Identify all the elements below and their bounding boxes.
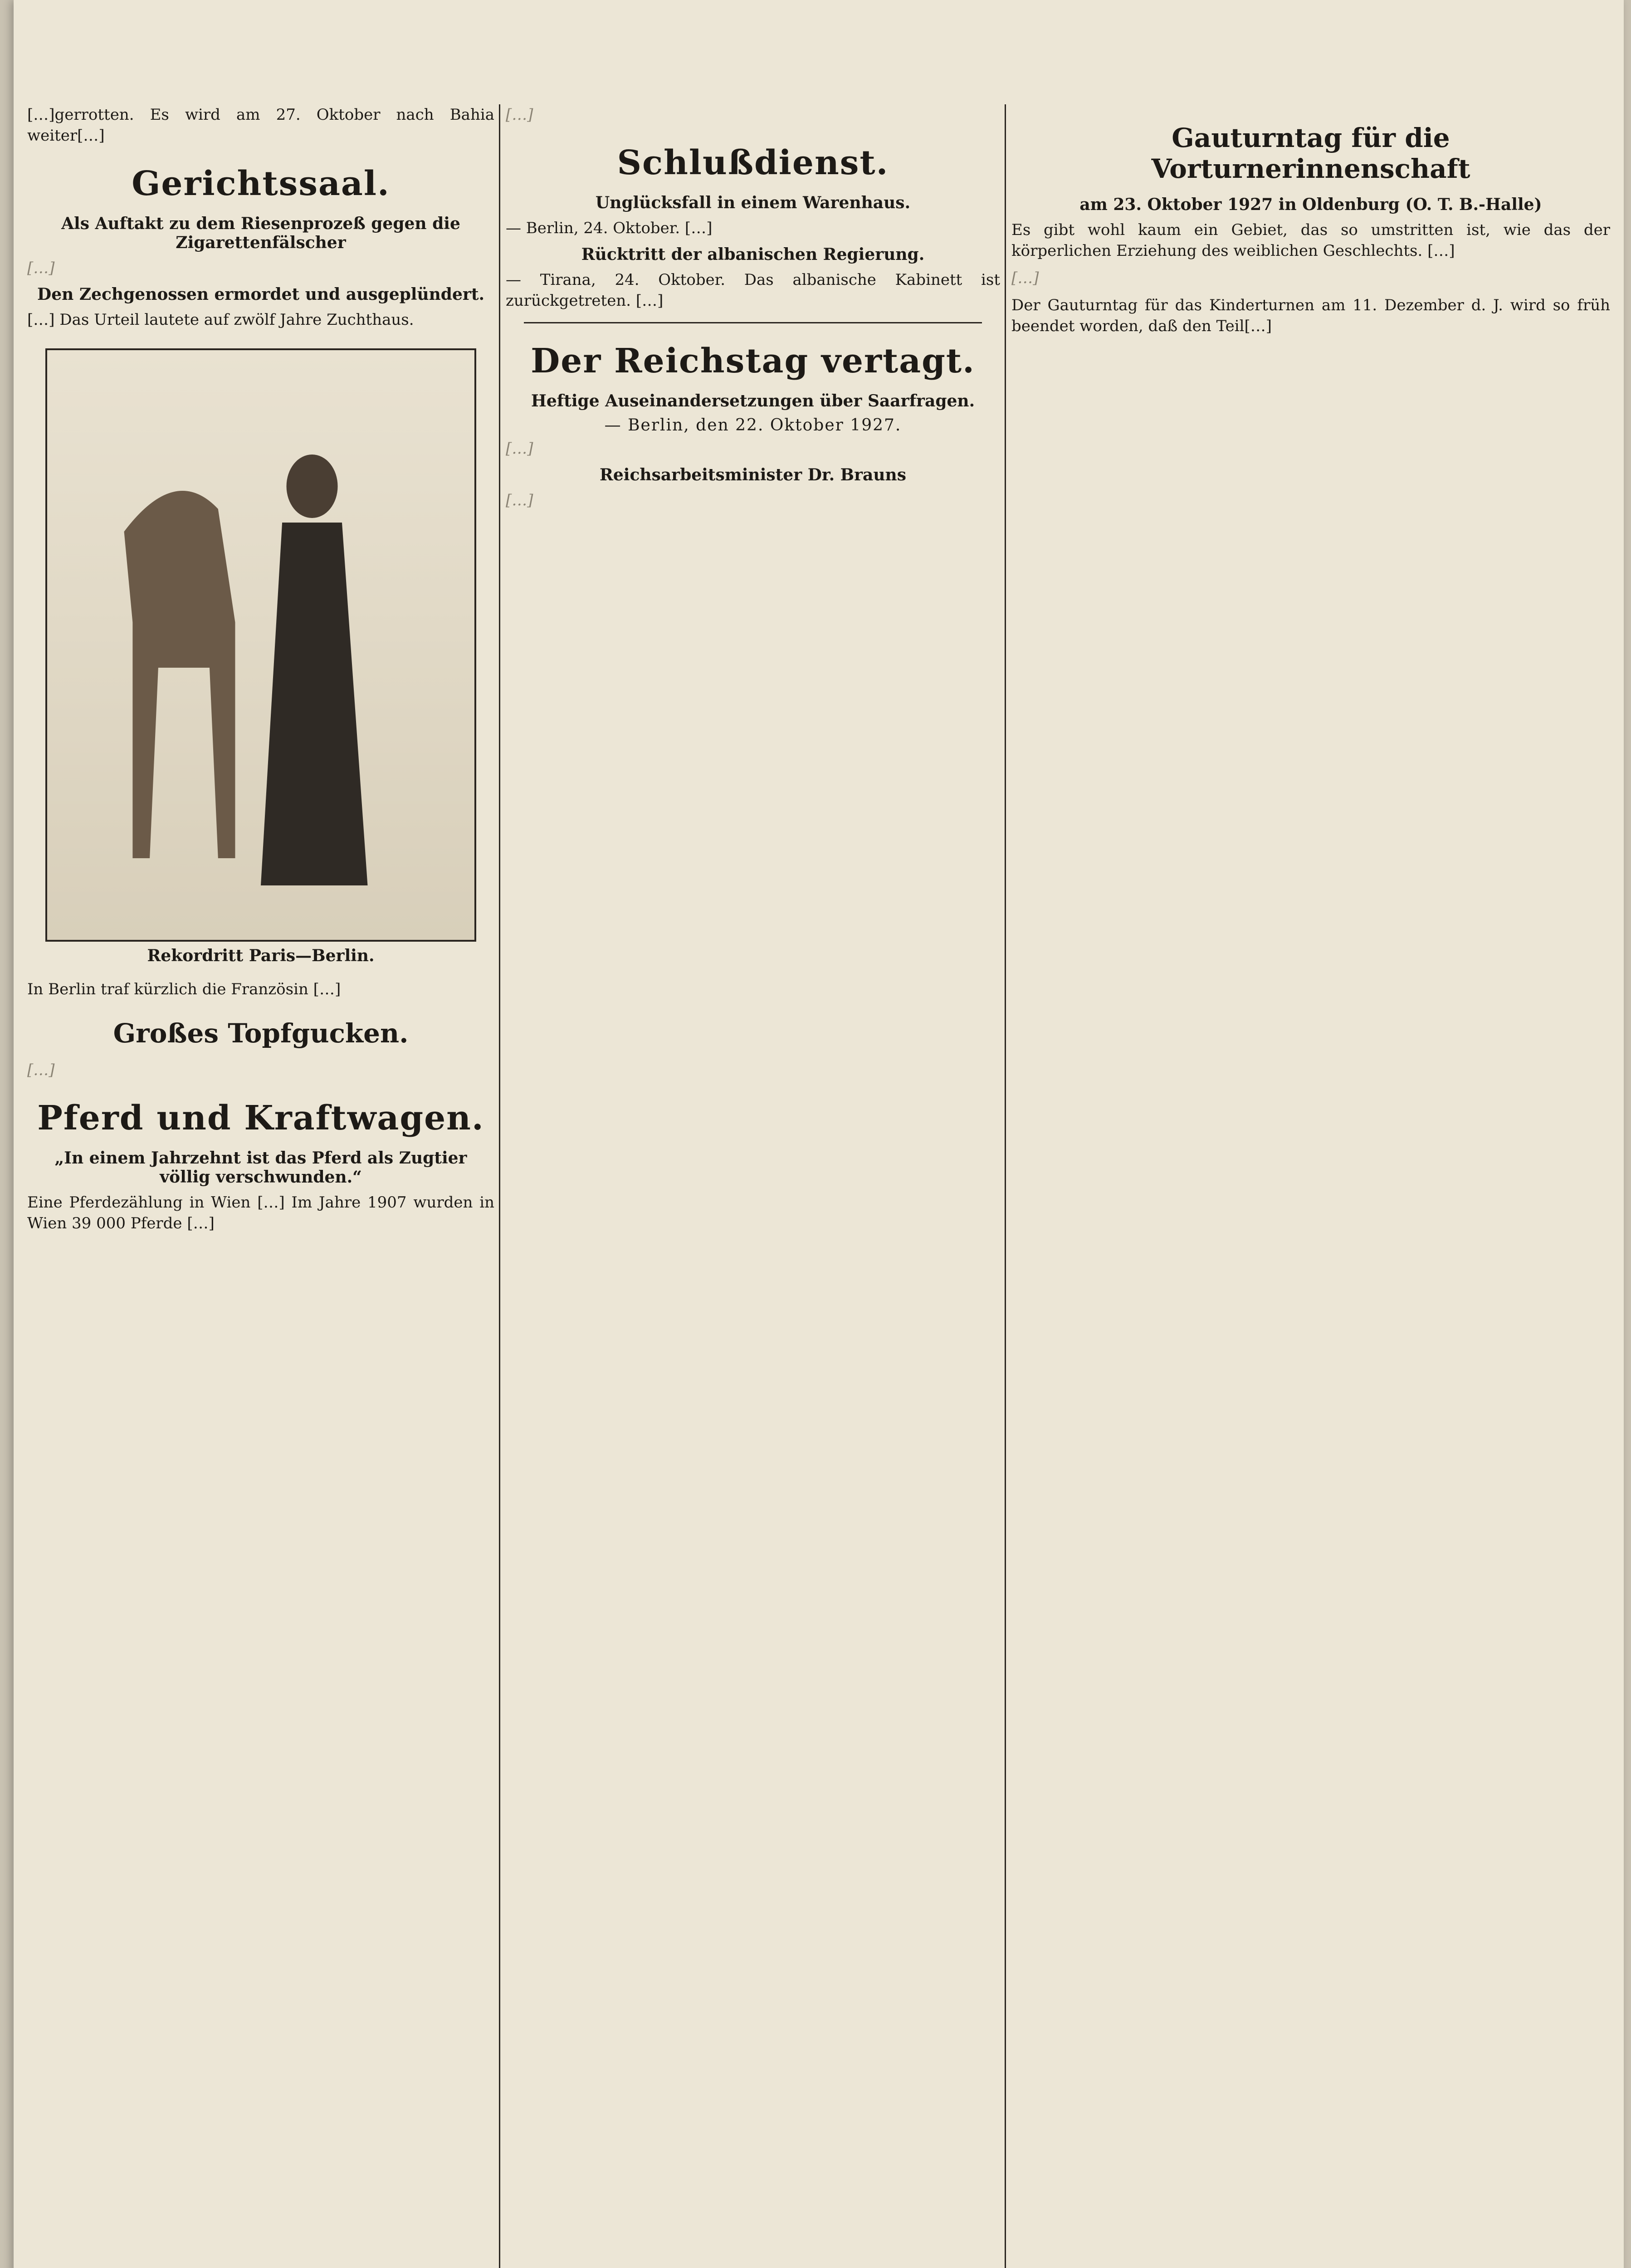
section-title: Schlußdienst. bbox=[617, 143, 889, 182]
column-rule bbox=[1005, 104, 1006, 2268]
news-headline: Rücktritt der albanischen Regierung. bbox=[581, 245, 925, 264]
article-title: Großes Topfgucken. bbox=[113, 1018, 409, 1049]
column-3 bbox=[1011, 104, 1610, 2268]
text-fragment: […]gerrotten. Es wird am 27. Oktober nach Bahia weiter[…] bbox=[27, 106, 494, 145]
article-text: […] Das Urteil lautete auf zwölf Jahre Zuchthaus. bbox=[27, 311, 414, 329]
photo bbox=[45, 348, 476, 942]
article-text: Es gibt wohl kaum ein Gebiet, das so umstritten ist, wie das der körperlichen Erziehung des weiblichen Geschlechts. […] bbox=[1011, 221, 1610, 260]
article-text: […] bbox=[27, 1061, 55, 1079]
article-text: — Berlin, 24. Oktober. […] bbox=[506, 219, 713, 237]
article-lead: Als Auftakt zu dem Riesenprozeß gegen die Zigarettenfälscher bbox=[61, 214, 460, 252]
article-text: […] bbox=[506, 440, 533, 458]
article-lead: Den Zechgenossen ermordet und ausgeplündert. bbox=[37, 285, 484, 304]
column-2 bbox=[506, 104, 1000, 2268]
article-subtitle: Heftige Auseinandersetzungen über Saarfragen. bbox=[531, 391, 975, 411]
column-1 bbox=[27, 104, 494, 2268]
article-title: Gauturntag für die Vorturnerinnenschaft bbox=[1151, 122, 1470, 184]
article-title: Der Reichstag vertagt. bbox=[531, 342, 975, 381]
article-subhead: Reichsarbeitsminister Dr. Brauns bbox=[599, 465, 906, 484]
column-rule bbox=[499, 104, 500, 2268]
article-subtitle: „In einem Jahrzehnt ist das Pferd als Zugtier völlig verschwunden.“ bbox=[54, 1149, 467, 1187]
article-subtitle: am 23. Oktober 1927 in Oldenburg (O. T. B.-Halle) bbox=[1079, 195, 1542, 214]
news-headline: Unglücksfall in einem Warenhaus. bbox=[595, 193, 911, 212]
horse-rider-illustration bbox=[47, 350, 474, 940]
article-text: […] bbox=[506, 106, 533, 124]
article-text: Eine Pferdezählung in Wien […] Im Jahre 1907 wurden in Wien 39 000 Pferde […] bbox=[27, 1193, 494, 1232]
article-text: In Berlin traf kürzlich die Französin […] bbox=[27, 980, 341, 998]
divider bbox=[524, 322, 982, 323]
article-text: […] bbox=[1011, 269, 1039, 287]
article-text: […] bbox=[506, 491, 533, 509]
article-text: Der Gauturntag für das Kinderturnen am 11. Dezember d. J. wird so früh beendet worden, daß den Teil[…] bbox=[1011, 296, 1610, 335]
article-text: […] bbox=[27, 259, 55, 277]
dateline: — Berlin, den 22. Oktober 1927. bbox=[604, 416, 902, 435]
section-title: Gerichtssaal. bbox=[132, 164, 390, 203]
newspaper-page bbox=[14, 0, 1624, 2268]
article-title: Pferd und Kraftwagen. bbox=[37, 1099, 484, 1138]
article-text: — Tirana, 24. Oktober. Das albanische Kabinett ist zurückgetreten. […] bbox=[506, 271, 1000, 310]
photo-caption: Rekordritt Paris—Berlin. bbox=[147, 946, 375, 965]
